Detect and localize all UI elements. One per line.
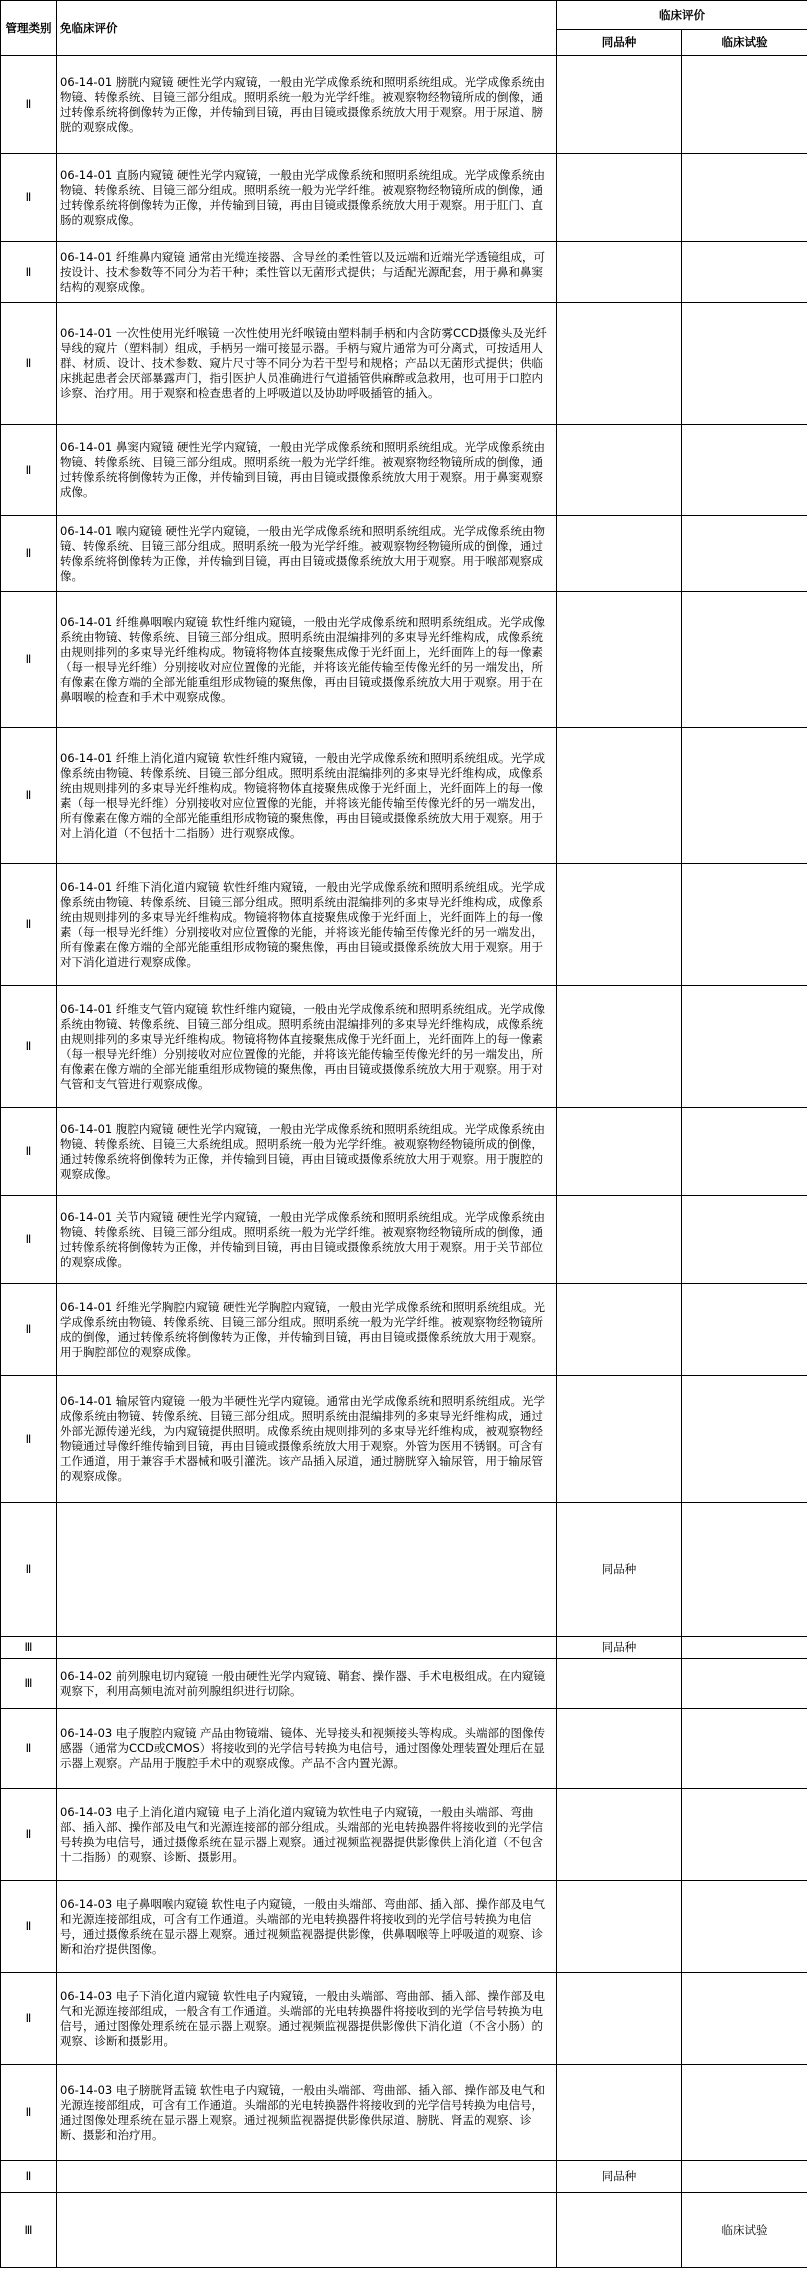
description-cell: 06-14-01 纤维上消化道内窥镜 软性纤维内窥镜，一般由光学成像系统和照明系统组成。光学成像系统由物镜、转像系统、目镜三部分组成。照明系统由混编排列的多束导光纤维构成，成像系统由规则排列的多束导光纤维构成。物镜将物体直接聚焦成像于光纤面上，光纤面阵上的每一像素（每一根导光纤维）分别接收对应位置像的光能，并将该光能传输至传像光纤的另一端发出，所有像素在像方端的全部光能重组形成物镜的聚焦像，再由目镜或摄像系统放大用于观察。用于对上消化道（不包括十二指肠）进行观察成像。 (57, 728, 557, 864)
clinical-trial-cell (682, 516, 807, 592)
same-variety-cell (557, 1108, 682, 1196)
table-row (1, 592, 807, 728)
table-row (1, 1284, 807, 1376)
class-cell: Ⅱ (1, 425, 57, 516)
class-cell: Ⅱ (1, 1503, 57, 1637)
description-cell (57, 2161, 557, 2193)
same-variety-cell (557, 1789, 682, 1881)
table-row (1, 1789, 807, 1881)
description-cell: 06-14-01 一次性使用光纤喉镜 一次性使用光纤喉镜由塑料制手柄和内含防雾CCD摄像头及光纤导线的窥片（塑料制）组成，手柄另一端可接显示器。手柄与窥片通常为可分离式，可按适用人群、材质、设计、技术参数、窥片尺寸等不同分为若干型号和规格；产品以无菌形式提供；供临床挑起患者会厌部暴露声门，指引医护人员准确进行气道插管供麻醉或急救用，也可用于口腔内诊察、治疗用。用于观察和检查患者的上呼吸道以及协助呼吸插管的插入。 (57, 303, 557, 425)
class-cell: Ⅱ (1, 1376, 57, 1503)
class-cell: Ⅱ (1, 1973, 57, 2065)
clinical-trial-cell (682, 1789, 807, 1881)
same-variety-cell: 同品种 (557, 2161, 682, 2193)
class-cell: Ⅱ (1, 2065, 57, 2161)
table-row (1, 1709, 807, 1789)
class-cell: Ⅱ (1, 1196, 57, 1284)
description-cell: 06-14-01 纤维支气管内窥镜 软性纤维内窥镜，一般由光学成像系统和照明系统组成。光学成像系统由物镜、转像系统、目镜三部分组成。照明系统由混编排列的多束导光纤维构成，成像系统由规则排列的多束导光纤维构成。物镜将物体直接聚焦成像于光纤面上，光纤面阵上的每一像素（每一根导光纤维）分别接收对应位置像的光能，并将该光能传输至传像光纤的另一端发出，所有像素在像方端的全部光能重组形成物镜的聚焦像，再由目镜或摄像系统放大用于观察。用于对气管和支气管进行观察成像。 (57, 986, 557, 1108)
clinical-trial-cell (682, 154, 807, 242)
clinical-trial-cell (682, 728, 807, 864)
description-cell: 06-14-03 电子膀胱肾盂镜 软性电子内窥镜，一般由头端部、弯曲部、插入部、操作部及电气和光源连接部组成，可含有工作通道。头端部的光电转换器件将接收到的光学信号转换为电信号，通过图像处理系统在显示器上观察。通过视频监视器提供影像供尿道、膀胱、肾盂的观察、诊断、摄影和治疗用。 (57, 2065, 557, 2161)
class-cell: Ⅱ (1, 516, 57, 592)
clinical-trial-cell (682, 1659, 807, 1709)
class-cell: Ⅱ (1, 1881, 57, 1973)
clinical-trial-cell (682, 1637, 807, 1659)
class-cell: Ⅱ (1, 154, 57, 242)
same-variety-cell (557, 864, 682, 986)
header-trial: 临床试验 (682, 30, 807, 56)
class-cell: Ⅱ (1, 1709, 57, 1789)
description-cell (57, 1637, 557, 1659)
same-variety-cell (557, 303, 682, 425)
description-cell: 06-14-01 输尿管内窥镜 一般为半硬性光学内窥镜。通常由光学成像系统和照明系统组成。光学成像系统由物镜、转像系统、目镜三部分组成。照明系统由混编排列的多束导光纤维构成，通过外部光源传递光线，为内窥镜提供照明。成像系统由规则排列的多束导光纤维构成，被观察物经物镜通过导像纤维传输到目镜，再由目镜或摄像系统放大用于观察。外管为医用不锈钢。可含有工作通道，用于兼容手术器械和吸引灌洗。该产品插入尿道，通过膀胱穿入输尿管，用于输尿管的观察成像。 (57, 1376, 557, 1503)
clinical-trial-cell (682, 1503, 807, 1637)
description-cell: 06-14-01 纤维光学胸腔内窥镜 硬性光学胸腔内窥镜，一般由光学成像系统和照明系统组成。光学成像系统由物镜、转像系统、目镜三部分组成。照明系统一般为光学纤维。被观察物经物镜所成的倒像，通过转像系统将倒像转为正像，并传输到目镜，再由目镜或摄像系统放大用于观察。用于胸腔部位的观察成像。 (57, 1284, 557, 1376)
same-variety-cell (557, 1659, 682, 1709)
same-variety-cell (557, 728, 682, 864)
description-cell (57, 1503, 557, 1637)
class-cell: Ⅱ (1, 986, 57, 1108)
same-variety-cell (557, 1376, 682, 1503)
class-cell: Ⅱ (1, 1108, 57, 1196)
description-cell: 06-14-01 鼻窦内窥镜 硬性光学内窥镜，一般由光学成像系统和照明系统组成。光学成像系统由物镜、转像系统、目镜三部分组成。照明系统一般为光学纤维。被观察物经物镜所成的倒像，通过转像系统将倒像转为正像，并传输到目镜，再由目镜或摄像系统放大用于观察。用于鼻窦观察成像。 (57, 425, 557, 516)
description-cell: 06-14-01 膀胱内窥镜 硬性光学内窥镜，一般由光学成像系统和照明系统组成。光学成像系统由物镜、转像系统、目镜三部分组成。照明系统一般为光学纤维。被观察物经物镜所成的倒像，通过转像系统将倒像转为正像，并传输到目镜，再由目镜或摄像系统放大用于观察。用于尿道、膀胱的观察成像。 (57, 56, 557, 154)
clinical-trial-cell (682, 1284, 807, 1376)
same-variety-cell: 同品种 (557, 1503, 682, 1637)
clinical-trial-cell (682, 1973, 807, 2065)
description-cell: 06-14-01 纤维鼻内窥镜 通常由光缆连接器、含导丝的柔性管以及远端和近端光学透镜组成，可按设计、技术参数等不同分为若干种；柔性管以无菌形式提供；与适配光源配套，用于鼻和鼻窦结构的观察成像。 (57, 242, 557, 303)
description-cell: 06-14-01 腹腔内窥镜 硬性光学内窥镜，一般由光学成像系统和照明系统组成。光学成像系统由物镜、转像系统、目镜三大系统组成。照明系统一般为光学纤维。被观察物经物镜所成的倒像，通过转像系统将倒像转为正像，并传输到目镜，再由目镜或摄像系统放大用于观察。用于腹腔的观察成像。 (57, 1108, 557, 1196)
same-variety-cell (557, 1709, 682, 1789)
description-cell: 06-14-01 纤维鼻咽喉内窥镜 软性纤维内窥镜，一般由光学成像系统和照明系统组成。光学成像系统由物镜、转像系统、目镜三部分组成。照明系统由混编排列的多束导光纤维构成，成像系统由规则排列的多束导光纤维构成。物镜将物体直接聚焦成像于光纤面上，光纤面阵上的每一像素（每一根导光纤维）分别接收对应位置像的光能，并将该光能传输至传像光纤的另一端发出，所有像素在像方端的全部光能重组形成物镜的聚焦像，再由目镜或摄像系统放大用于观察。用于在鼻咽喉的检查和手术中观察成像。 (57, 592, 557, 728)
header-exempt: 免临床评价 (57, 1, 557, 56)
class-cell: Ⅱ (1, 1789, 57, 1881)
same-variety-cell (557, 516, 682, 592)
description-cell: 06-14-01 纤维下消化道内窥镜 软性纤维内窥镜，一般由光学成像系统和照明系统组成。光学成像系统由物镜、转像系统、目镜三部分组成。照明系统由混编排列的多束导光纤维构成，成像系统由规则排列的多束导光纤维构成。物镜将物体直接聚焦成像于光纤面上，光纤面阵上的每一像素（每一根导光纤维）分别接收对应位置像的光能，并将该光能传输至传像光纤的另一端发出，所有像素在像方端的全部光能重组形成物镜的聚焦像，再由目镜或摄像系统放大用于观察。用于对下消化道进行观察成像。 (57, 864, 557, 986)
table-row (1, 2161, 807, 2193)
class-cell: Ⅱ (1, 242, 57, 303)
clinical-trial-cell (682, 1108, 807, 1196)
description-cell: 06-14-02 前列腺电切内窥镜 一般由硬性光学内窥镜、鞘套、操作器、手术电极组成。在内窥镜观察下，利用高频电流对前列腺组织进行切除。 (57, 1659, 557, 1709)
table-row (1, 728, 807, 864)
table-row (1, 154, 807, 242)
same-variety-cell (557, 56, 682, 154)
same-variety-cell (557, 592, 682, 728)
description-cell: 06-14-03 电子腹腔内窥镜 产品由物镜端、镜体、光导接头和视频接头等构成。头端部的图像传感器（通常为CCD或CMOS）将接收到的光学信号转换为电信号，通过图像处理装置处理后在显示器上观察。产品用于腹腔手术中的观察成像。产品不含内置光源。 (57, 1709, 557, 1789)
clinical-trial-cell (682, 1881, 807, 1973)
clinical-trial-cell (682, 425, 807, 516)
clinical-trial-cell (682, 1709, 807, 1789)
clinical-trial-cell (682, 303, 807, 425)
description-cell (57, 2193, 557, 2268)
table-row (1, 1659, 807, 1709)
same-variety-cell (557, 2193, 682, 2268)
table-row (1, 864, 807, 986)
description-cell: 06-14-03 电子上消化道内窥镜 电子上消化道内窥镜为软性电子内窥镜，一般由头端部、弯曲部、插入部、操作部及电气和光源连接部的部分组成。头端部的光电转换器件将接收到的光学信号转换为电信号，通过摄像系统在显示器上观察。通过视频监视器提供影像供上消化道（不包含十二指肠）的观察、诊断、摄影用。 (57, 1789, 557, 1881)
same-variety-cell (557, 1973, 682, 2065)
class-cell: Ⅱ (1, 2161, 57, 2193)
table-row (1, 1108, 807, 1196)
table-body (1, 56, 807, 2268)
class-cell: Ⅲ (1, 1659, 57, 1709)
table-row (1, 1196, 807, 1284)
same-variety-cell (557, 154, 682, 242)
class-cell: Ⅱ (1, 1284, 57, 1376)
table-row (1, 242, 807, 303)
clinical-trial-cell (682, 1376, 807, 1503)
table-row (1, 516, 807, 592)
class-cell: Ⅲ (1, 1637, 57, 1659)
same-variety-cell (557, 986, 682, 1108)
table-row (1, 986, 807, 1108)
header-row (1, 1, 807, 30)
class-cell: Ⅱ (1, 56, 57, 154)
same-variety-cell (557, 2065, 682, 2161)
description-cell: 06-14-01 喉内窥镜 硬性光学内窥镜，一般由光学成像系统和照明系统组成。光学成像系统由物镜、转像系统、目镜三部分组成。照明系统一般为光学纤维。被观察物经物镜所成的倒像，通过转像系统将倒像转为正像，并传输到目镜，再由目镜或摄像系统放大用于观察。用于喉部观察成像。 (57, 516, 557, 592)
class-cell: Ⅱ (1, 592, 57, 728)
table-row (1, 303, 807, 425)
table-row (1, 1503, 807, 1637)
same-variety-cell (557, 425, 682, 516)
description-cell: 06-14-01 直肠内窥镜 硬性光学内窥镜，一般由光学成像系统和照明系统组成。光学成像系统由物镜、转像系统、目镜三部分组成。照明系统一般为光学纤维。被观察物经物镜所成的倒像，通过转像系统将倒像转为正像，并传输到目镜，再由目镜或摄像系统放大用于观察。用于肛门、直肠的观察成像。 (57, 154, 557, 242)
clinical-trial-cell (682, 592, 807, 728)
table-row (1, 1376, 807, 1503)
same-variety-cell: 同品种 (557, 1637, 682, 1659)
table-row (1, 2065, 807, 2161)
same-variety-cell (557, 1284, 682, 1376)
clinical-trial-cell: 临床试验 (682, 2193, 807, 2268)
clinical-trial-cell (682, 56, 807, 154)
table-row (1, 56, 807, 154)
header-class: 管理类别 (1, 1, 57, 56)
same-variety-cell (557, 242, 682, 303)
class-cell: Ⅲ (1, 2193, 57, 2268)
same-variety-cell (557, 1196, 682, 1284)
clinical-trial-cell (682, 864, 807, 986)
table-row (1, 1637, 807, 1659)
description-cell: 06-14-03 电子鼻咽喉内窥镜 软性电子内窥镜，一般由头端部、弯曲部、插入部、操作部及电气和光源连接部组成，可含有工作通道。头端部的光电转换器件将接收到的光学信号转换为电信号，通过摄像系统在显示器上观察。通过视频监视器提供影像，供鼻咽喉等上呼吸道的观察、诊断和治疗提供图像。 (57, 1881, 557, 1973)
clinical-trial-cell (682, 986, 807, 1108)
clinical-trial-cell (682, 2065, 807, 2161)
header-same: 同品种 (557, 30, 682, 56)
table-row (1, 425, 807, 516)
table-row (1, 2193, 807, 2268)
class-cell: Ⅱ (1, 303, 57, 425)
table-row (1, 1881, 807, 1973)
description-cell: 06-14-01 关节内窥镜 硬性光学内窥镜，一般由光学成像系统和照明系统组成。光学成像系统由物镜、转像系统、目镜三部分组成。照明系统一般为光学纤维。被观察物经物镜所成的倒像，通过转像系统将倒像转为正像，并传输到目镜，再由目镜或摄像系统放大用于观察。用于关节部位的观察成像。 (57, 1196, 557, 1284)
class-cell: Ⅱ (1, 728, 57, 864)
clinical-trial-cell (682, 242, 807, 303)
class-cell: Ⅱ (1, 864, 57, 986)
description-cell: 06-14-03 电子下消化道内窥镜 软性电子内窥镜，一般由头端部、弯曲部、插入部、操作部及电气和光源连接部组成，一般含有工作通道。头端部的光电转换器件将接收到的光学信号转换为电信号，通过图像处理系统在显示器上观察。通过视频监视器提供影像供下消化道（不含小肠）的观察、诊断和摄影用。 (57, 1973, 557, 2065)
clinical-trial-cell (682, 2161, 807, 2193)
clinical-trial-cell (682, 1196, 807, 1284)
same-variety-cell (557, 1881, 682, 1973)
header-clinical: 临床评价 (557, 1, 807, 30)
table-row (1, 1973, 807, 2065)
